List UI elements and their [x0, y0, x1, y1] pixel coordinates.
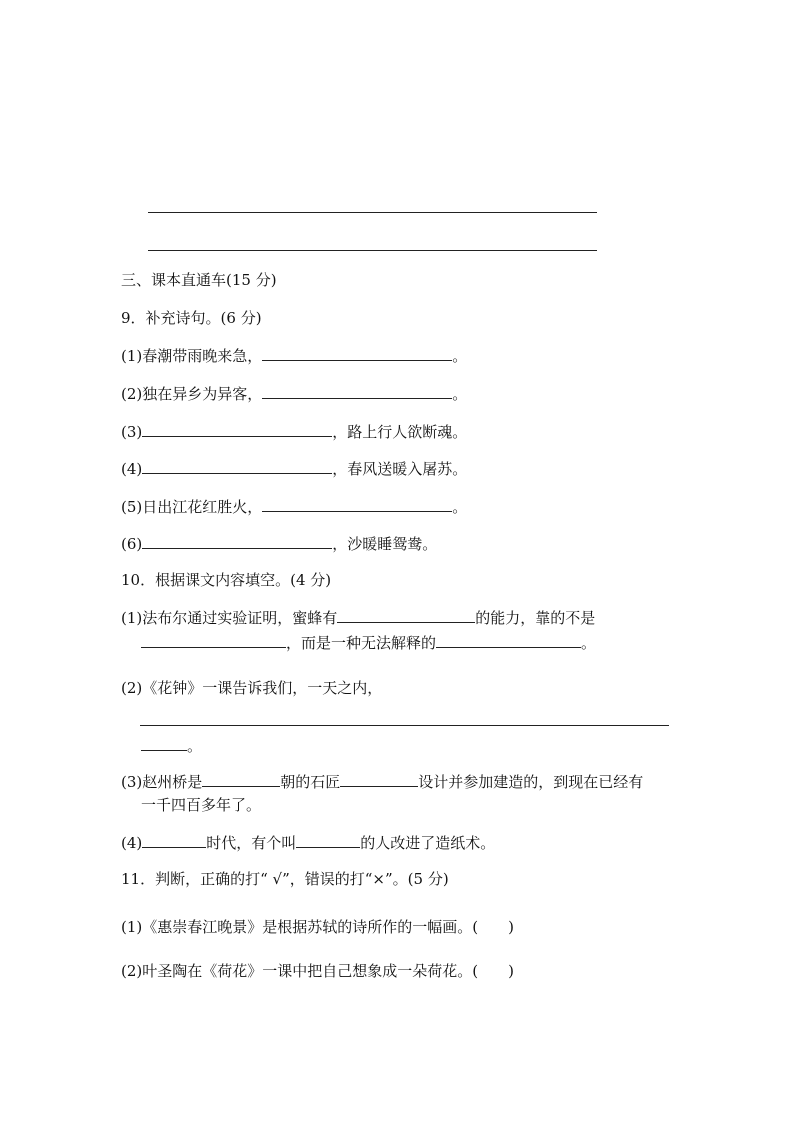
q9-item-3-end: ，路上行人欲断魂。: [332, 423, 468, 441]
q9-item-5-end: 。: [452, 498, 468, 516]
answer-line[interactable]: [140, 725, 669, 726]
q9-item-2-text: (2)独在异乡为异客，: [121, 385, 263, 403]
q9-item-2-end: 。: [452, 385, 468, 403]
q10-item-1-text: (1)法布尔通过实验证明，蜜蜂有: [121, 609, 338, 627]
q10-item-1-line-1: [121, 607, 595, 628]
fill-blank[interactable]: [141, 632, 286, 648]
q10-item-2-end: 。: [187, 737, 203, 755]
q10-item-2: (2)《花钟》一课告诉我们，一天之内，: [121, 679, 383, 697]
q9-item-4: [121, 458, 467, 479]
q10-item-3-text: 设计并参加建造的，到现在已经有: [418, 773, 644, 791]
fill-blank[interactable]: [296, 832, 360, 848]
q10-item-3-text: (3)赵州桥是: [121, 773, 203, 791]
q10-item-1-end: 。: [581, 634, 597, 652]
fill-blank[interactable]: [142, 421, 332, 437]
q10-item-1-text: ，而是一种无法解释的: [286, 634, 437, 652]
q10-item-2-line-2: [141, 735, 202, 756]
q9-item-6-end: ，沙暖睡鸳鸯。: [332, 535, 438, 553]
fill-blank[interactable]: [262, 345, 452, 361]
section-heading: 三、课本直通车(15 分): [121, 271, 277, 289]
fill-blank[interactable]: [337, 607, 475, 623]
answer-line[interactable]: [148, 250, 597, 251]
fill-blank[interactable]: [340, 771, 418, 787]
q9-item-6: [121, 533, 437, 554]
q9-item-3-text: (3): [121, 423, 143, 441]
q10-item-4-text: 时代，有个叫: [206, 834, 297, 852]
answer-line[interactable]: [148, 212, 597, 213]
q9-item-5: [121, 496, 467, 517]
question-11-title: 11．判断，正确的打“ √”，错误的打“×”。(5 分): [121, 870, 449, 888]
q9-item-2: [121, 383, 467, 404]
fill-blank[interactable]: [141, 735, 187, 751]
fill-blank[interactable]: [142, 458, 332, 474]
fill-blank[interactable]: [262, 383, 452, 399]
q10-item-1-text: 的能力，靠的不是: [475, 609, 596, 627]
q10-item-3-line-1: [121, 771, 643, 792]
q11-item-2: (2)叶圣陶在《荷花》一课中把自己想象成一朵荷花。( ): [121, 962, 514, 980]
q10-item-3-text: 朝的石匠: [280, 773, 341, 791]
fill-blank[interactable]: [262, 496, 452, 512]
fill-blank[interactable]: [436, 632, 581, 648]
q9-item-1-text: (1)春潮带雨晚来急，: [121, 347, 263, 365]
fill-blank[interactable]: [142, 832, 206, 848]
q10-item-4-text: 的人改进了造纸术。: [360, 834, 496, 852]
q10-item-1-line-2: [141, 632, 596, 653]
question-10-title: 10．根据课文内容填空。(4 分): [121, 571, 332, 589]
q9-item-3: [121, 421, 467, 442]
q9-item-1: [121, 345, 467, 366]
fill-blank[interactable]: [142, 533, 332, 549]
fill-blank[interactable]: [202, 771, 280, 787]
q10-item-3-line-2: 一千四百多年了。: [141, 796, 262, 814]
q10-item-4: [121, 832, 495, 853]
q9-item-5-text: (5)日出江花红胜火，: [121, 498, 263, 516]
q11-item-1: (1)《惠崇春江晚景》是根据苏轼的诗所作的一幅画。( ): [121, 918, 514, 936]
q9-item-6-text: (6): [121, 535, 143, 553]
q10-item-4-text: (4): [121, 834, 143, 852]
q9-item-1-end: 。: [452, 347, 468, 365]
q9-item-4-end: ，春风送暖入屠苏。: [332, 460, 468, 478]
q9-item-4-text: (4): [121, 460, 143, 478]
question-9-title: 9．补充诗句。(6 分): [121, 309, 262, 327]
